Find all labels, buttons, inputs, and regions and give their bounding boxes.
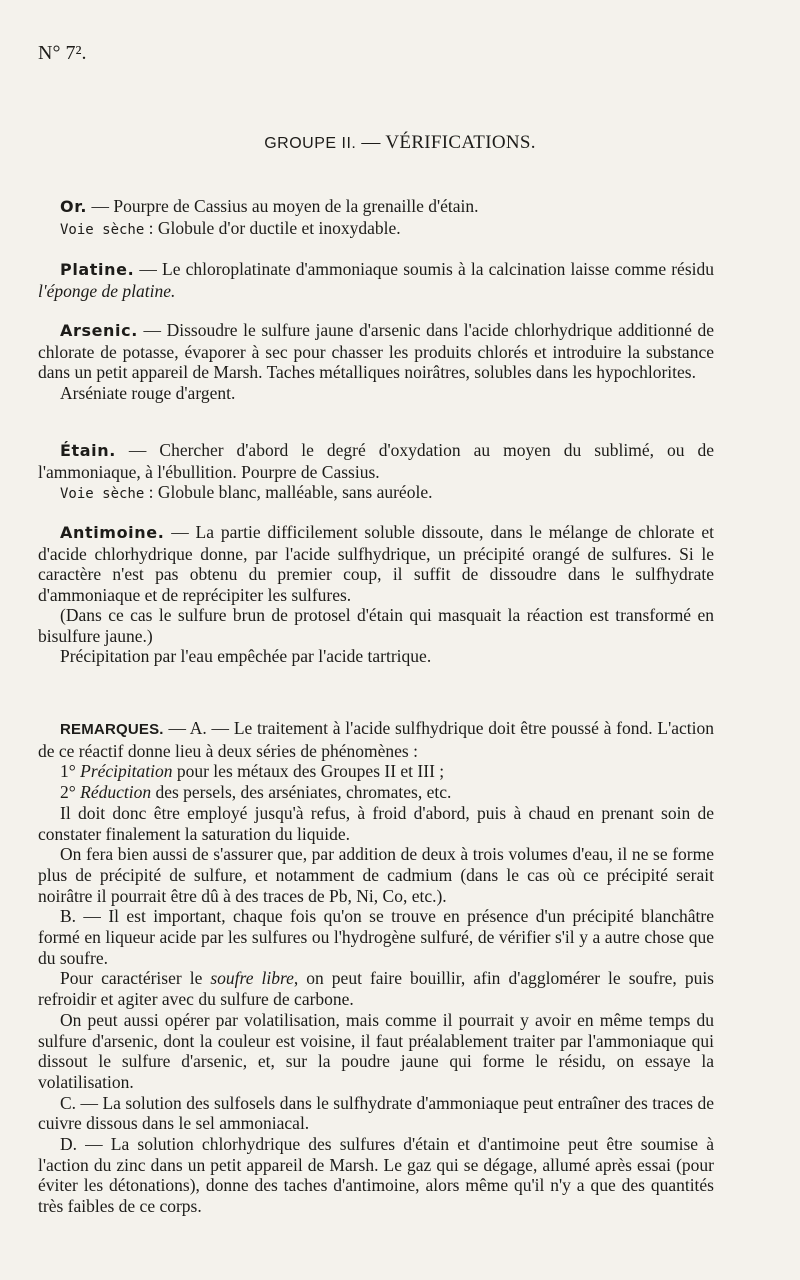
antimoine-heading: Antimoine.: [60, 523, 165, 542]
etain-heading: Étain.: [60, 441, 116, 460]
section-or: [38, 196, 714, 240]
page-title: [0, 132, 800, 154]
arsenic-line2: Arséniate rouge d'argent.: [60, 382, 236, 403]
group-label: GROUPE II.: [264, 135, 357, 152]
soufre-text-b: , on peut faire bouillir, afin d'agglomérer le soufre, puis refroidir et agiter avec du sulfure de carbone.: [38, 968, 714, 1010]
title-dash: —: [356, 132, 386, 153]
arsenic-text: — Dissoudre le sulfure jaune d'arsenic dans l'acide chlorhydrique additionné de chlorate de potasse, évaporer à sec pour chasser les produits chlorés et introduire la substance dans un petit appareil de Marsh. Taches métalliques noirâtres, solubles dans les hypochlorites.: [38, 320, 714, 382]
etain-voie-text: : Globule blanc, malléable, sans auréole.: [144, 482, 433, 502]
platine-text: — Le chloroplatinate d'ammoniaque soumis à la calcination laisse comme résidu: [134, 259, 714, 279]
or-paragraph: [38, 196, 714, 218]
remarques-a-text: — A. — Le traitement à l'acide sulfhydrique doit être poussé à fond. L'action de ce réactif donne lieu à deux séries de phénomènes :: [38, 718, 714, 761]
remarques-item-1: [38, 761, 714, 782]
section-arsenic: [38, 320, 714, 403]
remarques-item-2: [38, 782, 714, 803]
soufre-italic: soufre libre: [210, 968, 294, 989]
arsenic-paragraph: [38, 320, 714, 383]
remarques-b: B. — Il est important, chaque fois qu'on se trouve en présence d'un précipité blanchâtre formé en liqueur acide par les sulfures ou l'hydrogène sulfuré, de vérifier s'il y a autre chose que du soufre.: [38, 906, 714, 968]
platine-paragraph: [38, 259, 714, 301]
remarques-eau: On fera bien aussi de s'assurer que, par addition de deux à trois volumes d'eau, il ne se forme plus de précipité de sulfure, et notamment de cadmium (dans le cas où ce précipité serait noirâtre il pourrait être dû à des traces de Pb, Ni, Co, etc.).: [38, 844, 714, 906]
or-voie-text: : Globule d'or ductile et inoxydable.: [144, 217, 401, 238]
or-heading: Or.: [60, 197, 88, 216]
section-platine: [38, 259, 714, 301]
or-voie-seche: [38, 218, 714, 241]
platine-heading: Platine.: [60, 260, 135, 279]
section-etain: [38, 440, 714, 505]
item2-italic: Réduction: [80, 782, 152, 803]
or-text: — Pourpre de Cassius au moyen de la grenaille d'étain.: [87, 196, 479, 216]
antimoine-note: (Dans ce cas le sulfure brun de protosel d'étain qui masquait la réaction est transformé en bisulfure jaune.): [38, 605, 714, 646]
or-voie-label: Voie sèche: [60, 221, 145, 238]
section-antimoine: [38, 522, 714, 667]
remarques-a: [38, 718, 714, 761]
section-remarques: [38, 718, 714, 1217]
antimoine-line3: Précipitation par l'eau empêchée par l'acide tartrique.: [60, 646, 432, 666]
arsenic-heading: Arsenic.: [60, 321, 138, 340]
item2-number: 2°: [60, 782, 81, 803]
antimoine-paragraph: [38, 522, 714, 605]
item1-text: pour les métaux des Groupes II et III ;: [172, 761, 445, 782]
remarques-soufre: [38, 968, 714, 1009]
remarques-volatilisation: On peut aussi opérer par volatilisation, mais comme il pourrait y avoir en même temps du sulfure d'arsenic, dont la couleur est voisine, il faut préalablement traiter par l'ammoniaque qui dissout le sulfure d'arsenic, et, sur la poudre jaune qui forme le résidu, on essaye la volatilisation.: [38, 1009, 714, 1092]
item1-number: 1°: [60, 761, 81, 782]
antimoine-text: — La partie difficilement soluble dissoute, dans le mélange de chlorate et d'acide chlorhydrique donne, par l'acide sulfhydrique, un précipité orangé de sulfures. Si le caractère n'est pas obtenu du premier coup, il suffit de dissoudre dans le sulfhydrate d'ammoniaque et de reprécipiter les sulfures.: [38, 522, 714, 605]
item1-italic: Précipitation: [80, 761, 173, 782]
title-name: VÉRIFICATIONS.: [385, 132, 536, 153]
remarques-heading: REMARQUES.: [60, 721, 164, 738]
platine-italic: l'éponge de platine.: [38, 280, 176, 301]
etain-paragraph: [38, 440, 714, 482]
etain-voie-label: Voie sèche: [60, 486, 145, 502]
page-number: N° 7².: [38, 42, 87, 64]
etain-voie-seche: [38, 482, 714, 505]
remarques-d: D. — La solution chlorhydrique des sulfures d'étain et d'antimoine peut être soumise à l'action du zinc dans un petit appareil de Marsh. Le gaz qui se dégage, allumé après essai (pour éviter les détonations), donne des taches d'antimoine, alors même qu'il n'y a que des quantités très faibles de ce corps.: [38, 1134, 714, 1217]
remarques-refus: Il doit donc être employé jusqu'à refus, à froid d'abord, puis à chaud en prenant soin de constater finalement la saturation du liquide.: [38, 802, 714, 844]
etain-text: — Chercher d'abord le degré d'oxydation au moyen du sublimé, ou de l'ammoniaque, à l'ébullition. Pourpre de Cassius.: [38, 440, 714, 482]
soufre-text-a: Pour caractériser le: [60, 968, 211, 989]
item2-text: des persels, des arséniates, chromates, etc.: [151, 782, 452, 803]
remarques-c: C. — La solution des sulfosels dans le sulfhydrate d'ammoniaque peut entraîner des traces de cuivre dissous dans le sel ammoniacal.: [38, 1092, 714, 1134]
